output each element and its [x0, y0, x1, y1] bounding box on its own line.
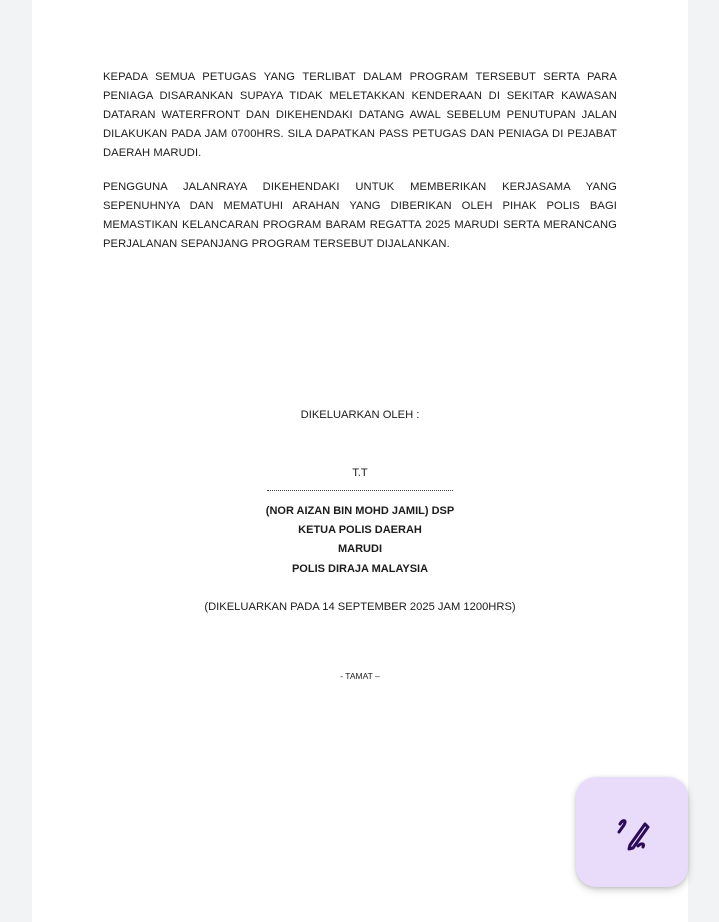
draw-pen-icon	[612, 812, 652, 852]
signature-line	[267, 490, 453, 491]
paragraph-road-users-notice: PENGGUNA JALANRAYA DIKEHENDAKI UNTUK MEMBERIKAN KERJASAMA YANG SEPENUHNYA DAN MEMATUHI ARAHAN YANG DIBERIKAN OLEH PIHAK POLIS BAGI MEMASTIKAN KELANCARAN PROGRAM BARAM REGATTA 2025 MARUDI SERTA MERANCANG PERJALANAN SEPANJANG PROGRAM TERSEBUT DIJALANKAN.	[103, 181, 617, 250]
annotate-fab-button[interactable]	[576, 777, 688, 887]
signature-mark: T.T	[352, 467, 368, 479]
issued-by-label: DIKELUARKAN OLEH :	[300, 409, 420, 421]
signatory-name: (NOR AIZAN BIN MOHD JAMIL) DSP	[265, 505, 455, 517]
issued-date: (DIKELUARKAN PADA 14 SEPTEMBER 2025 JAM 1200HRS)	[204, 601, 516, 613]
signatory-title: KETUA POLIS DAERAH	[298, 524, 422, 536]
signatory-place: MARUDI	[338, 543, 382, 555]
end-marker: - TAMAT –	[340, 671, 380, 681]
paragraph-staff-notice: KEPADA SEMUA PETUGAS YANG TERLIBAT DALAM PROGRAM TERSEBUT SERTA PARA PENIAGA DISARANKAN SUPAYA TIDAK MELETAKKAN KENDERAAN DI SEKITAR KAWASAN DATARAN WATERFRONT DAN DIKEHENDAKI DATANG AWAL SEBELUM PENUTUPAN JALAN DILAKUKAN PADA JAM 0700HRS. SILA DAPATKAN PASS PETUGAS DAN PENIAGA DI PEJABAT DAERAH MARUDI.	[103, 71, 617, 159]
signatory-organization: POLIS DIRAJA MALAYSIA	[291, 563, 429, 575]
